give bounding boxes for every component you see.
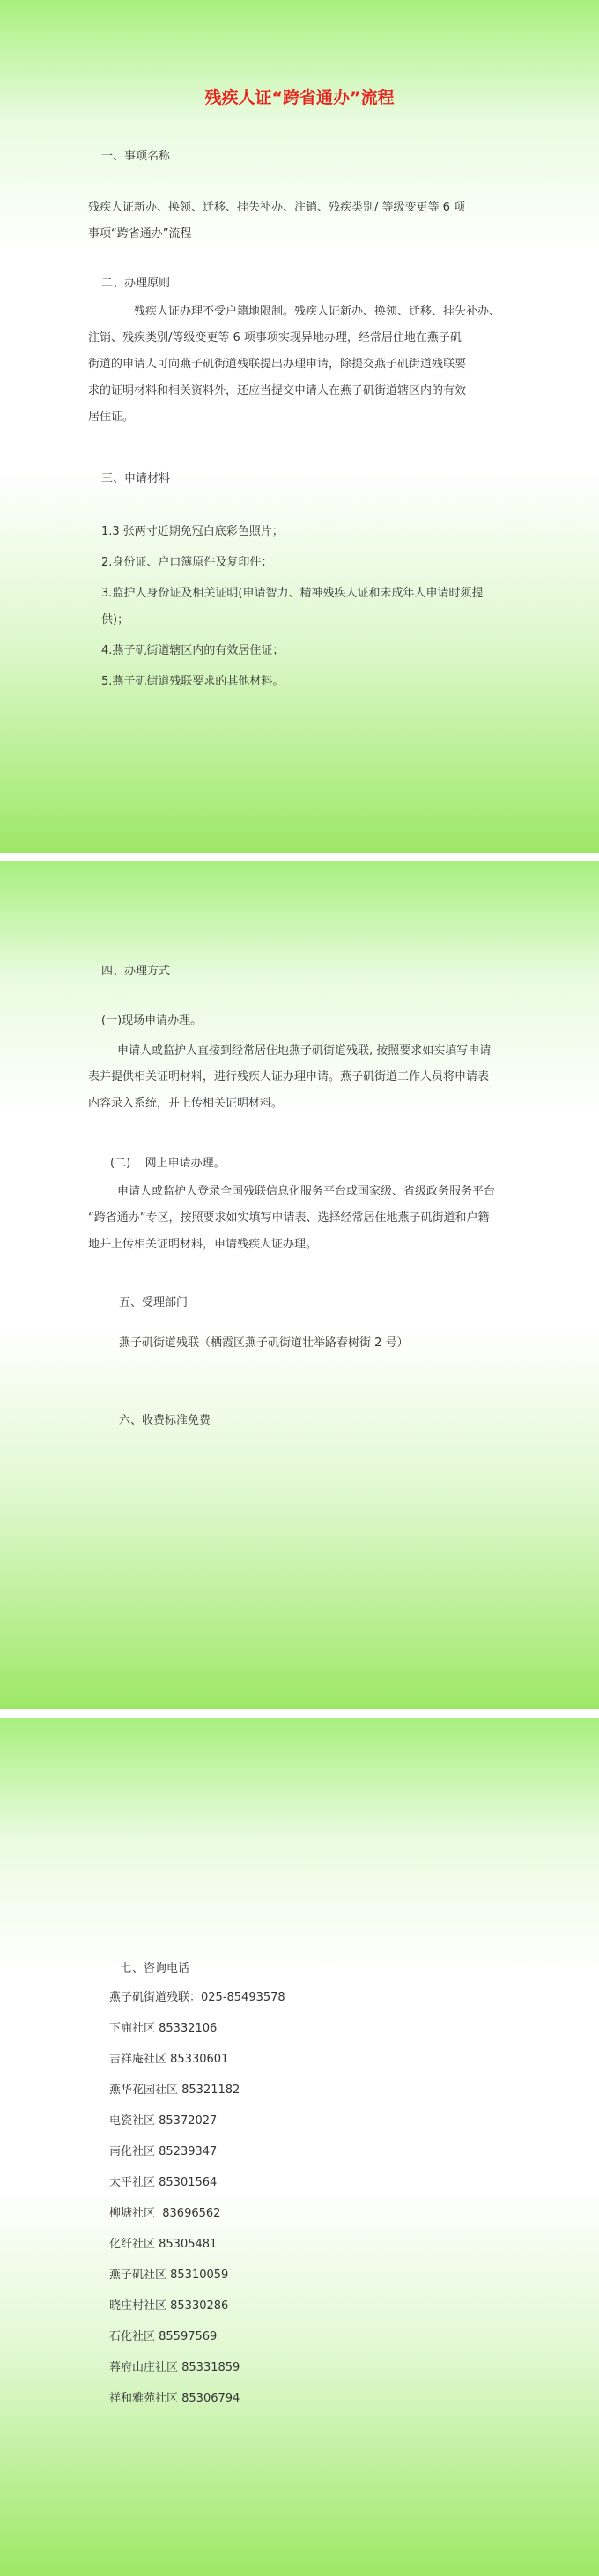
- section-3-item: 4.燕子矶街道辖区内的有效居住证；: [101, 644, 285, 657]
- contact-line: 电瓷社区 85372027: [109, 2114, 218, 2128]
- section-2-heading: 二、办理原则: [101, 277, 171, 290]
- section-4-subheading: (二) 网上申请办理。: [110, 1157, 226, 1170]
- contact-line: 吉祥庵社区 85330601: [109, 2053, 229, 2066]
- contact-line: 南化社区 85239347: [109, 2145, 218, 2158]
- section-4-subheading: (一)现场申请办理。: [101, 1014, 203, 1027]
- section-2-text-line: 街道的申请人可向燕子矶街道残联提出办理申请，除提交燕子矶街道残联要: [88, 358, 467, 371]
- section-2-text-line: 残疾人证办理不受户籍地限制。残疾人证新办、换领、迁移、挂失补办、: [134, 305, 501, 318]
- contact-line: 燕子矶社区 85310059: [109, 2269, 229, 2282]
- section-2-text-line: 居住证。: [88, 411, 135, 424]
- section-3-item: 5.燕子矶街道残联要求的其他材料。: [101, 675, 285, 688]
- section-3-item: 2.身份证、户口簿原件及复印件；: [101, 556, 273, 569]
- contact-line: 燕子矶街道残联：025-85493578: [109, 1991, 285, 2004]
- document-title: 残疾人证“跨省通办”流程: [204, 88, 395, 107]
- section-5-text: 燕子矶街道残联（栖霞区燕子矶街道壮举路春树街 2 号）: [119, 1336, 409, 1350]
- contact-line: 石化社区 85597569: [109, 2330, 218, 2343]
- section-1-heading: 一、事项名称: [101, 150, 171, 163]
- section-1-text-line: 事项“跨省通办”流程: [88, 227, 192, 241]
- section-3-item: 1.3 张两寸近期免冠白底彩色照片；: [101, 525, 284, 538]
- section-6-heading: 六、收费标准免费: [119, 1414, 211, 1427]
- contact-line: 燕华花园社区 85321182: [109, 2084, 240, 2097]
- section-4-heading: 四、办理方式: [101, 965, 171, 978]
- contact-line: 柳塘社区 83696562: [109, 2207, 221, 2220]
- section-7-heading: 七、咨询电话: [121, 1962, 190, 1975]
- section-4-text-line: 表并提供相关证明材料，进行残疾人证办理申请。燕子矶街道工作人员将申请表: [88, 1070, 490, 1084]
- contact-line: 幕府山庄社区 85331859: [109, 2361, 240, 2374]
- section-3-item: 3.监护人身份证及相关证明(申请智力、精神残疾人证和未成年人申请时须提: [101, 587, 484, 600]
- section-3-heading: 三、申请材料: [101, 472, 171, 485]
- document-page-2: [0, 861, 599, 1709]
- section-5-heading: 五、受理部门: [119, 1296, 189, 1309]
- contact-line: 晓庄村社区 85330286: [109, 2299, 229, 2313]
- section-4-text-line: 地并上传相关证明材料，申请残疾人证办理。: [88, 1238, 318, 1251]
- section-4-text-line: 申请人或监护人直接到经常居住地燕子矶街道残联, 按照要求如实填写申请: [117, 1044, 492, 1057]
- section-3-item: 供)；: [101, 613, 129, 626]
- document-page-1: [0, 0, 599, 853]
- section-2-text-line: 注销、残疾类别/等级变更等 6 项事项实现异地办理，经常居住地在燕子矶: [88, 331, 462, 344]
- section-4-text-line: 申请人或监护人登录全国残联信息化服务平台或国家级、省级政务服务平台: [117, 1185, 496, 1198]
- section-4-text-line: “跨省通办”专区，按照要求如实填写申请表、选择经常居住地燕子矶街道和户籍: [88, 1211, 490, 1225]
- contact-line: 下庙社区 85332106: [109, 2022, 218, 2035]
- contact-line: 化纤社区 85305481: [109, 2238, 218, 2251]
- document-page-3: [0, 1718, 599, 2576]
- contact-line: 祥和雅苑社区 85306794: [109, 2392, 240, 2405]
- section-1-text-line: 残疾人证新办、换领、迁移、挂失补办、注销、残疾类别/ 等级变更等 6 项: [88, 201, 466, 214]
- section-2-text-line: 求的证明材料和相关资料外，还应当提交申请人在燕子矶街道辖区内的有效: [88, 384, 467, 397]
- contact-line: 太平社区 85301564: [109, 2176, 218, 2189]
- section-4-text-line: 内容录入系统，并上传相关证明材料。: [88, 1097, 284, 1110]
